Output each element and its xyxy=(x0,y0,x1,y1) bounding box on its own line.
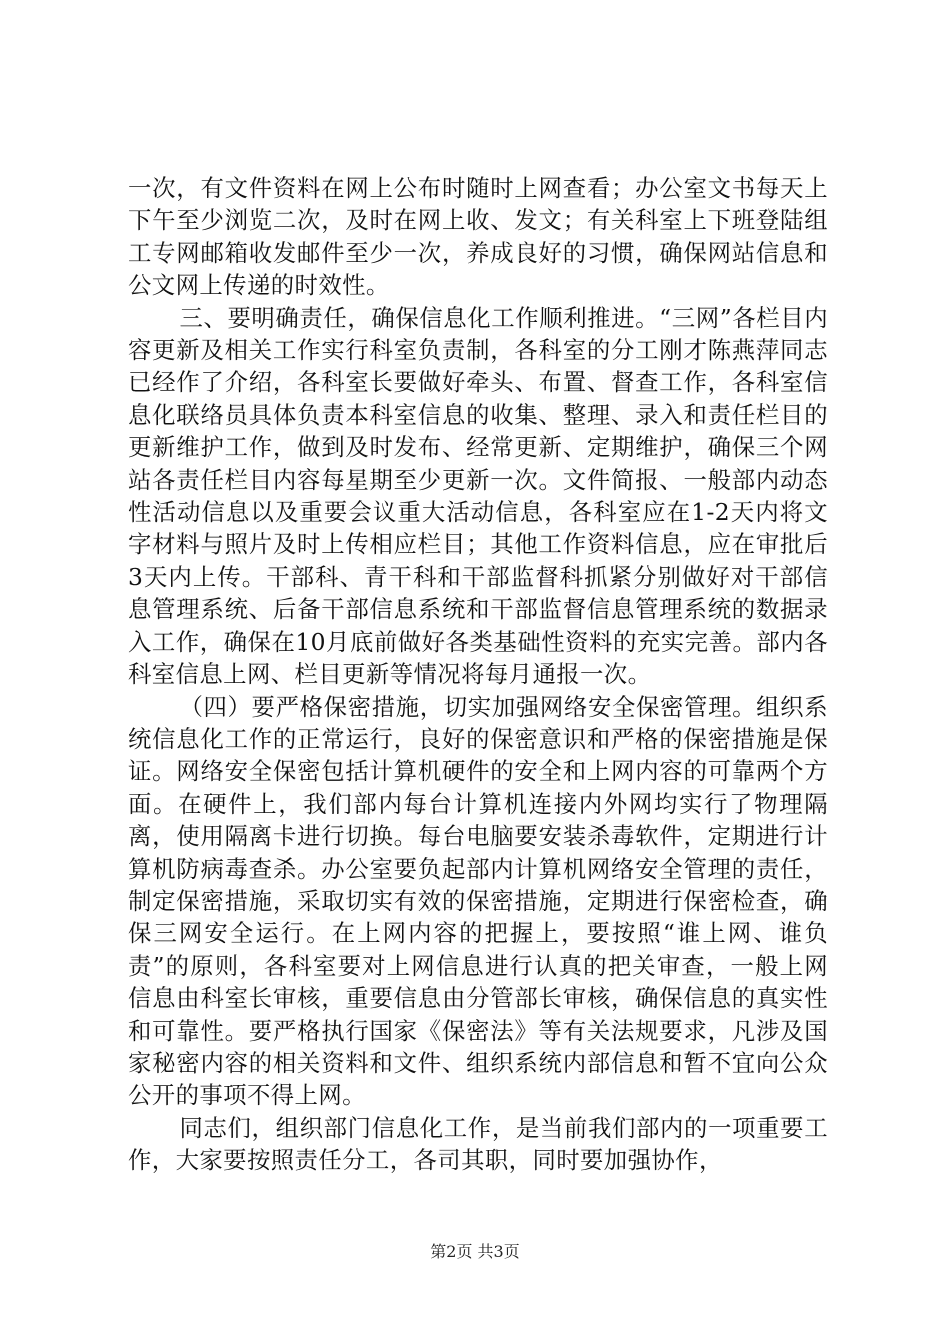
paragraph-responsibility: 三、要明确责任，确保信息化工作顺利推进。“三网”各栏目内容更新及相关工作实行科室负责制，各科室的分工刚才陈燕萍同志已经作了介绍，各科室长要做好牵头、布置、督查工作，各科室信息化联络员具体负责本科室信息的收集、整理、录入和责任栏目的更新维护工作，做到及时发布、经常更新、定期维护，确保三个网站各责任栏目内容每星期至少更新一次。文件简报、一般部内动态性活动信息以及重要会议重大活动信息，各科室应在1-2天内将文字材料与照片及时上传相应栏目；其他工作资料信息，应在审批后3天内上传。干部科、青干科和干部监督科抓紧分别做好对干部信息管理系统、后备干部信息系统和干部监督信息管理系统的数据录入工作，确保在10月底前做好各类基础性资料的充实完善。部内各科室信息上网、栏目更新等情况将每月通报一次。 xyxy=(128,303,828,689)
document-body xyxy=(128,172,828,1177)
page-number-footer: 第2页 共3页 xyxy=(430,1242,520,1261)
paragraph-continuation: 一次，有文件资料在网上公布时随时上网查看；办公室文书每天上下午至少浏览二次，及时在网上收、发文；有关科室上下班登陆组工专网邮箱收发邮件至少一次，养成良好的习惯，确保网站信息和公文网上传递的时效性。 xyxy=(128,174,828,300)
paragraph-closing: 同志们，组织部门信息化工作，是当前我们部内的一项重要工作，大家要按照责任分工，各司其职，同时要加强协作， xyxy=(128,1113,828,1175)
paragraph-security: （四）要严格保密措施，切实加强网络安全保密管理。组织系统信息化工作的正常运行，良好的保密意识和严格的保密措施是保证。网络安全保密包括计算机硬件的安全和上网内容的可靠两个方面。在硬件上，我们部内每台计算机连接内外网均实行了物理隔离，使用隔离卡进行切换。每台电脑要安装杀毒软件，定期进行计算机防病毒查杀。办公室要负起部内计算机网络安全管理的责任，制定保密措施，采取切实有效的保密措施，定期进行保密检查，确保三网安全运行。在上网内容的把握上，要按照“谁上网、谁负责”的原则，各科室要对上网信息进行认真的把关审查，一般上网信息由科室长审核，重要信息由分管部长审核，确保信息的真实性和可靠性。要严格执行国家《保密法》等有关法规要求，凡涉及国家秘密内容的相关资料和文件、组织系统内部信息和暂不宜向公众公开的事项不得上网。 xyxy=(128,692,828,1110)
